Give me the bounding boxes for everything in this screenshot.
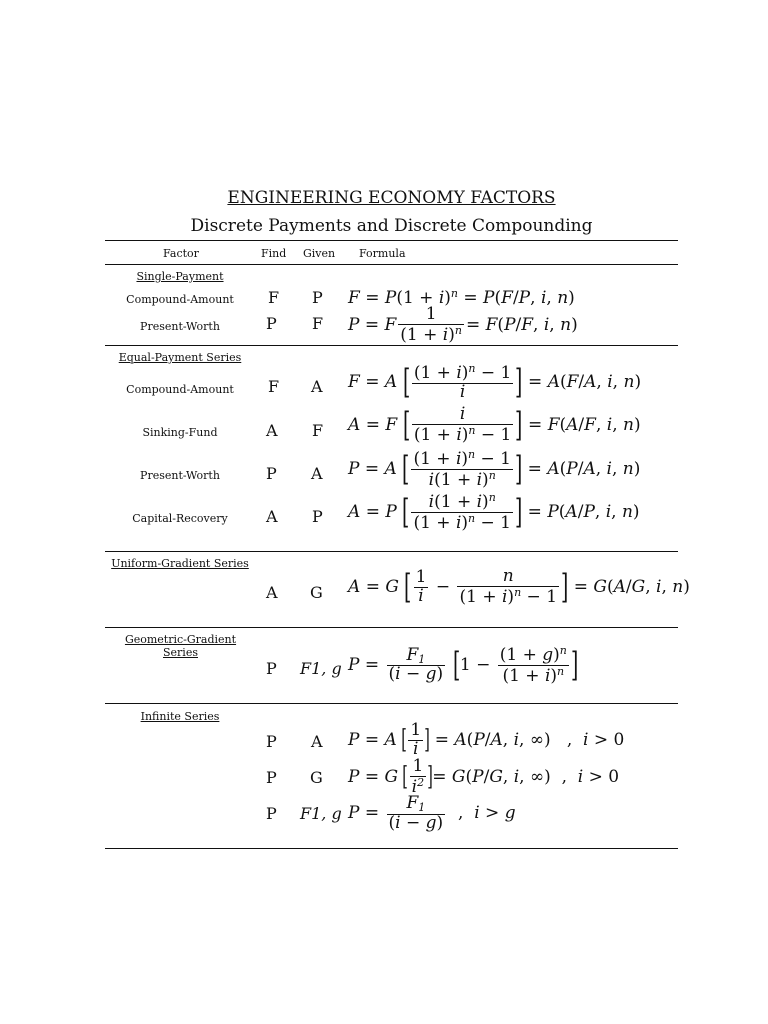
find-cell: P	[266, 314, 277, 333]
given-cell: A	[311, 377, 323, 396]
top-rule	[105, 240, 678, 241]
bottom-rule	[105, 848, 678, 849]
section-infinite: Infinite Series	[140, 710, 220, 723]
find-cell: P	[266, 659, 277, 678]
factor-name: Compound-Amount	[126, 293, 234, 306]
section-uniform-gradient: Uniform-Gradient Series	[111, 557, 249, 570]
given-cell: P	[312, 507, 323, 526]
find-cell: P	[266, 804, 277, 823]
find-cell: A	[266, 583, 278, 602]
page-subtitle: Discrete Payments and Discrete Compounding	[190, 216, 593, 236]
rule-3	[105, 627, 678, 628]
given-cell: A	[311, 464, 323, 483]
given-cell: A	[311, 732, 323, 751]
given-cell: G	[310, 768, 323, 787]
section-single-payment: Single-Payment	[136, 270, 224, 283]
given-cell: F	[312, 314, 324, 333]
given-cell: F1, g	[300, 659, 342, 678]
find-cell: P	[266, 464, 277, 483]
find-cell: F	[268, 377, 280, 396]
formula-ep-capital: A = P [ $\frac{i(1 + i)^n}{(1 + i)^n - 1}$ ] = P(A/P, i, n)	[348, 491, 640, 533]
factor-name: Compound-Amount	[126, 383, 234, 396]
find-cell: P	[266, 732, 277, 751]
given-cell: F1, g	[300, 804, 342, 823]
formula-infinite-pg: P = G [ $\frac{1}{i^2}$ ]= G(P/G, i, ∞) , i > 0	[348, 756, 620, 797]
formula-infinite-pa: P = A [ $\frac{1}{i}$ ] = A(P/A, i, ∞) , i > 0	[348, 720, 625, 759]
formula-ep-present: P = A [ $\frac{(1 + i)^n - 1}{i(1 + i)^n}$ ] = A(P/A, i, n)	[348, 448, 641, 490]
rule-2	[105, 551, 678, 552]
rule-4	[105, 703, 678, 704]
formula-uniform-gradient: A = G [ $\frac{1}{i}$ − $\frac{n}{(1 + i)^n - 1}$ ] = G(A/G, i, n)	[348, 566, 690, 608]
header-find: Find	[261, 247, 287, 260]
section-geometric-gradient: Geometric-Gradient Series	[124, 633, 237, 659]
find-cell: P	[266, 768, 277, 787]
factor-name: Capital-Recovery	[132, 512, 228, 525]
formula-sp-present: P = F $\frac{1}{(1 + i)^n}$ = F(P/F, i, n)	[348, 304, 578, 345]
rule-1	[105, 345, 678, 346]
header-formula: Formula	[359, 247, 406, 260]
header-factor: Factor	[163, 247, 199, 260]
formula-ep-compound: F = A [ $\frac{(1 + i)^n - 1}{i}$ ] = A(F/A, i, n)	[348, 362, 642, 403]
formula-ep-sinking: A = F [ $\frac{i}{(1 + i)^n - 1}$ ] = F(A/F, i, n)	[348, 404, 641, 446]
given-cell: G	[310, 583, 323, 602]
find-cell: A	[266, 507, 278, 526]
find-cell: F	[268, 288, 280, 307]
factor-name: Present-Worth	[140, 469, 220, 482]
find-cell: A	[266, 421, 278, 440]
section-equal-payment: Equal-Payment Series	[118, 351, 242, 364]
page-title: ENGINEERING ECONOMY FACTORS	[227, 188, 556, 208]
factor-name: Present-Worth	[140, 320, 220, 333]
formula-infinite-pf: P = $\frac{F_1}{(i - g)}$ , i > g	[348, 793, 516, 833]
header-rule	[105, 264, 678, 265]
given-cell: P	[312, 288, 323, 307]
formula-geometric-gradient: P = $\frac{F_1}{(i - g)}$ [1 − $\frac{(1 + g)^n}{(1 + i)^n}$ ]	[348, 644, 579, 686]
formula-sp-compound: $F = P(1 + i)^n = P(F/P$, i, n)	[348, 287, 575, 308]
header-given: Given	[303, 247, 336, 260]
factor-name: Sinking-Fund	[142, 426, 218, 439]
given-cell: F	[312, 421, 324, 440]
